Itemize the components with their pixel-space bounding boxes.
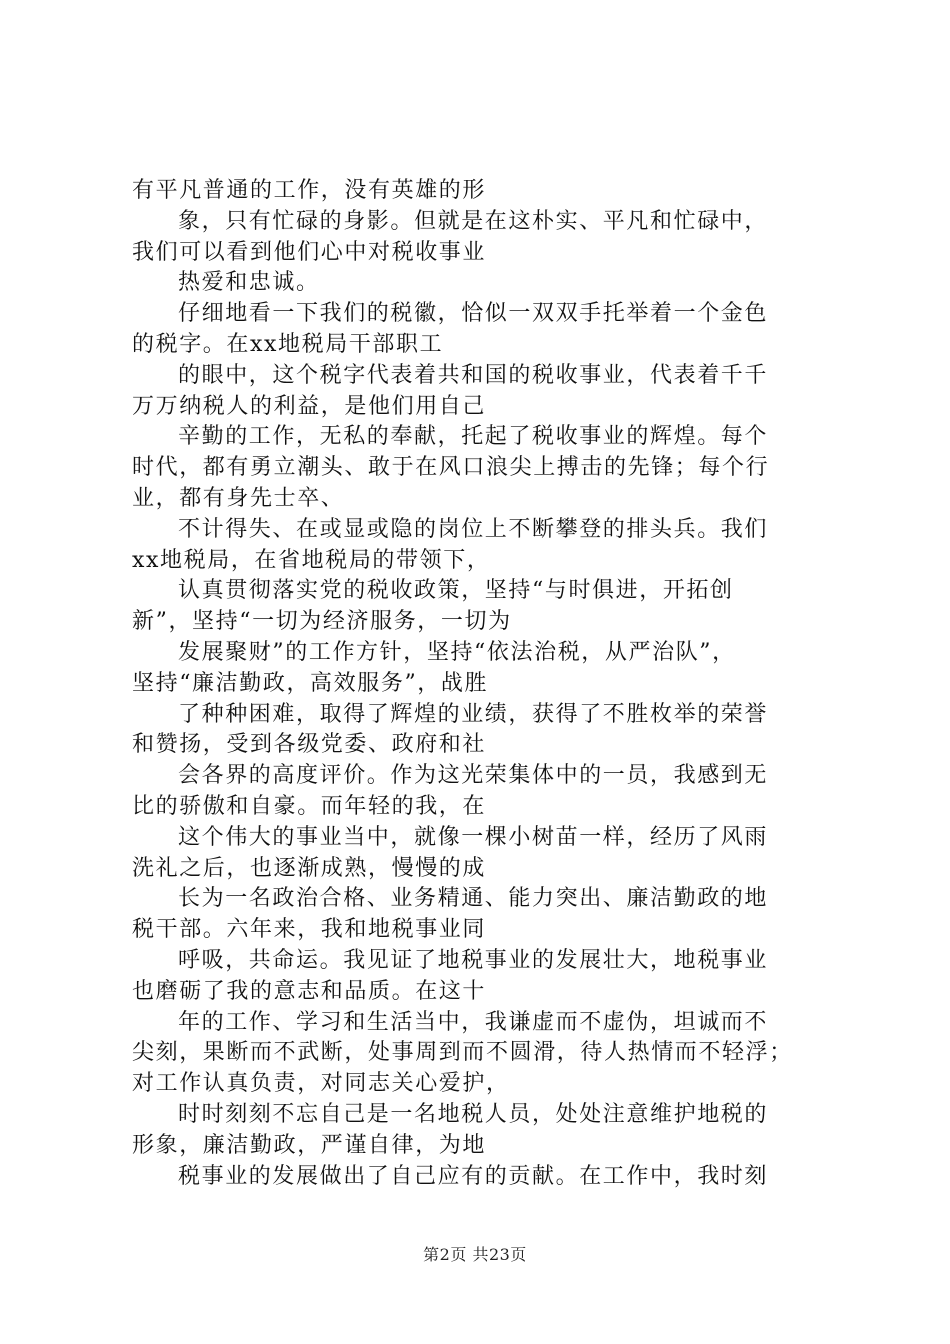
text-line: 洗礼之后，也逐渐成熟，慢慢的成 bbox=[132, 855, 487, 881]
text-line: 会各界的高度评价。作为这光荣集体中的一员，我感到无 bbox=[178, 763, 769, 789]
text-line: 也磨砺了我的意志和品质。在这十 bbox=[132, 978, 487, 1004]
text-line: 发展聚财”的工作方针，坚持“依法治税，从严治队”， bbox=[178, 639, 736, 665]
text-line: 和赞扬，受到各级党委、政府和社 bbox=[132, 732, 487, 758]
text-line: 认真贯彻落实党的税收政策，坚持“与时俱进，开拓创 bbox=[178, 578, 734, 604]
text-line: 有平凡普通的工作，没有英雄的形 bbox=[132, 178, 487, 203]
text-line: 对工作认真负责，对同志关心爱护， bbox=[132, 1071, 510, 1097]
text-line: 呼吸，共命运。我见证了地税事业的发展壮大，地税事业 bbox=[178, 947, 769, 973]
text-line: 不计得失、在或显或隐的岗位上不断攀登的排头兵。我们 bbox=[178, 516, 769, 542]
text-line: 形象，廉洁勤政，严谨自律，为地 bbox=[132, 1132, 487, 1158]
text-line: 税事业的发展做出了自己应有的贡献。在工作中，我时刻 bbox=[178, 1163, 769, 1189]
text-line: 了种种困难，取得了辉煌的业绩，获得了不胜枚举的荣誉 bbox=[178, 701, 769, 727]
text-line: 业，都有身先士卒、 bbox=[132, 485, 345, 511]
text-line: 辛勤的工作，无私的奉献，托起了税收事业的辉煌。每个 bbox=[178, 424, 769, 450]
text-line: 时代，都有勇立潮头、敢于在风口浪尖上搏击的先锋；每个行 bbox=[132, 455, 770, 481]
text-line: 象，只有忙碌的身影。但就是在这朴实、平凡和忙碌中， bbox=[178, 208, 769, 234]
text-line: 时时刻刻不忘自己是一名地税人员，处处注意维护地税的 bbox=[178, 1101, 769, 1127]
text-line: 我们可以看到他们心中对税收事业 bbox=[132, 239, 487, 265]
text-line: 的眼中，这个税字代表着共和国的税收事业，代表着千千 bbox=[178, 362, 769, 388]
page-number-footer: 第2页 共23页 bbox=[423, 1245, 527, 1264]
text-line: xx地税局，在省地税局的带领下， bbox=[132, 547, 491, 573]
text-line: 热爱和忠诚。 bbox=[178, 270, 320, 296]
text-line: 万万纳税人的利益，是他们用自己 bbox=[132, 393, 487, 419]
text-line: 坚持“廉洁勤政，高效服务”，战胜 bbox=[132, 670, 489, 696]
text-line: 尖刻，果断而不武断，处事周到而不圆滑，待人热情而不轻浮； bbox=[132, 1040, 793, 1066]
text-line: 新”，坚持“一切为经济服务，一切为 bbox=[132, 609, 512, 635]
text-line: 长为一名政治合格、业务精通、能力突出、廉洁勤政的地 bbox=[178, 886, 769, 912]
text-line: 的税字。在xx地税局干部职工 bbox=[132, 331, 444, 357]
text-line: 税干部。六年来，我和地税事业同 bbox=[132, 917, 487, 943]
text-line: 年的工作、学习和生活当中，我谦虚而不虚伪，坦诚而不 bbox=[178, 1009, 769, 1035]
text-line: 比的骄傲和自豪。而年轻的我，在 bbox=[132, 793, 487, 819]
text-line: 这个伟大的事业当中，就像一棵小树苗一样，经历了风雨 bbox=[178, 824, 769, 850]
body-text bbox=[132, 176, 832, 1192]
text-line: 仔细地看一下我们的税徽，恰似一双双手托举着一个金色 bbox=[178, 301, 769, 327]
